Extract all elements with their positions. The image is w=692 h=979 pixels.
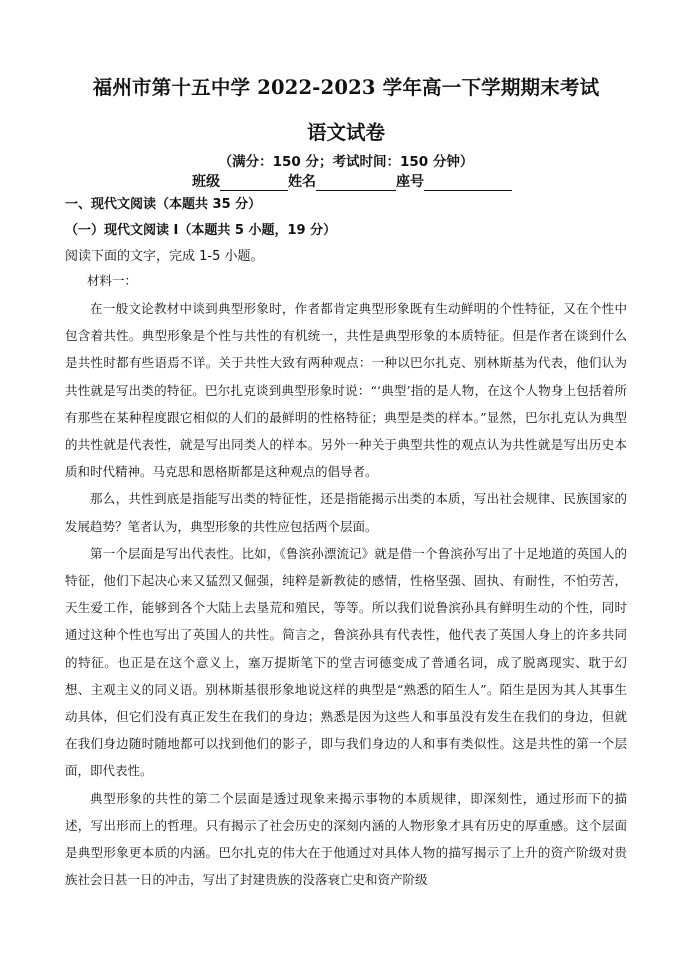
student-info-fields <box>192 171 512 191</box>
score-time-info: （满分：150 分；考试时间：150 分钟） <box>218 154 474 170</box>
sub-section-heading: （一）现代文阅读 I（本题共 5 小题，19 分） <box>65 223 337 238</box>
seat-blank[interactable] <box>424 176 512 191</box>
seat-label: 座号 <box>396 174 424 190</box>
instruction-text: 阅读下面的文字，完成 1-5 小题。 <box>65 249 264 264</box>
paragraph: 典型形象的共性的第二个层面是透过现象来揭示事物的本质规律，即深刻性，通过形而下的描述，写出形而上的哲理。只有揭示了社会历史的深刻内涵的人物形象才具有历史的厚重感。这个层面是典型形象更本质的内涵。巴尔扎克的伟大在于他通过对具体人物的描写揭示了上升的资产阶级对贵族社会日甚一日的冲击，写出了封建贵族的没落衰亡史和资产阶级 <box>65 790 627 888</box>
name-blank[interactable] <box>316 176 396 191</box>
paragraph: 那么，共性到底是指能写出类的特征性，还是指能揭示出类的本质，写出社会规律、民族国家的发展趋势？笔者认为，典型形象的共性应包括两个层面。 <box>65 491 627 534</box>
section-heading: 一、现代文阅读（本题共 35 分） <box>65 197 262 212</box>
class-blank[interactable] <box>220 176 288 191</box>
class-label: 班级 <box>192 174 220 190</box>
name-label: 姓名 <box>288 174 316 190</box>
paragraph: 在一般文论教材中谈到典型形象时，作者都肯定典型形象既有生动鲜明的个性特征，又在个性中包含着共性。典型形象是个性与共性的有机统一，共性是典型形象的本质特征。但是作者在谈到什么是共性时都有些语焉不详。关于共性大致有两种观点：一种以巴尔扎克、别林斯基为代表，他们认为共性就是写出类的特征。巴尔扎克谈到典型形象时说：“‘典型’指的是人物，在这个人物身上包括着所有那些在某种程度跟它相似的人们的最鲜明的性格特征；典型是类的样本。”显然，巴尔扎克认为典型的共性就是代表性，就是写出同类人的样本。另外一种关于典型共性的观点认为共性就是写出历史本质和时代精神。马克思和恩格斯都是这种观点的倡导者。 <box>65 301 627 480</box>
reading-passage <box>65 295 627 893</box>
exam-title: 福州市第十五中学 2022-2023 学年高一下学期期末考试 <box>92 76 600 99</box>
paragraph: 第一个层面是写出代表性。比如，《鲁滨孙漂流记》就是借一个鲁滨孙写出了十足地道的英国人的特征，他们下起决心来又猛烈又倔强，纯粹是新教徒的感情，性格坚强、固执、有耐性，不怕劳苦，天生爱工作，能够到各个大陆上去垦荒和殖民，等等。所以我们说鲁滨孙具有鲜明生动的个性，同时通过这种个性也写出了英国人的共性。简言之，鲁滨孙具有代表性，他代表了英国人身上的许多共同的特征。也正是在这个意义上，塞万提斯笔下的堂吉诃德变成了普通名词，成了脱离现实、耽于幻想、主观主义的同义语。别林斯基很形象地说这样的典型是“熟悉的陌生人”。陌生是因为其人其事生动具体，但它们没有真正发生在我们的身边；熟悉是因为这些人和事虽没有发生在我们的身边，但就在我们身边随时随地都可以找到他们的影子，即与我们身边的人和事有类似性。这是共性的第一个层面，即代表性。 <box>65 545 627 779</box>
material-label: 材料一： <box>87 273 138 288</box>
exam-subtitle: 语文试卷 <box>306 121 385 144</box>
